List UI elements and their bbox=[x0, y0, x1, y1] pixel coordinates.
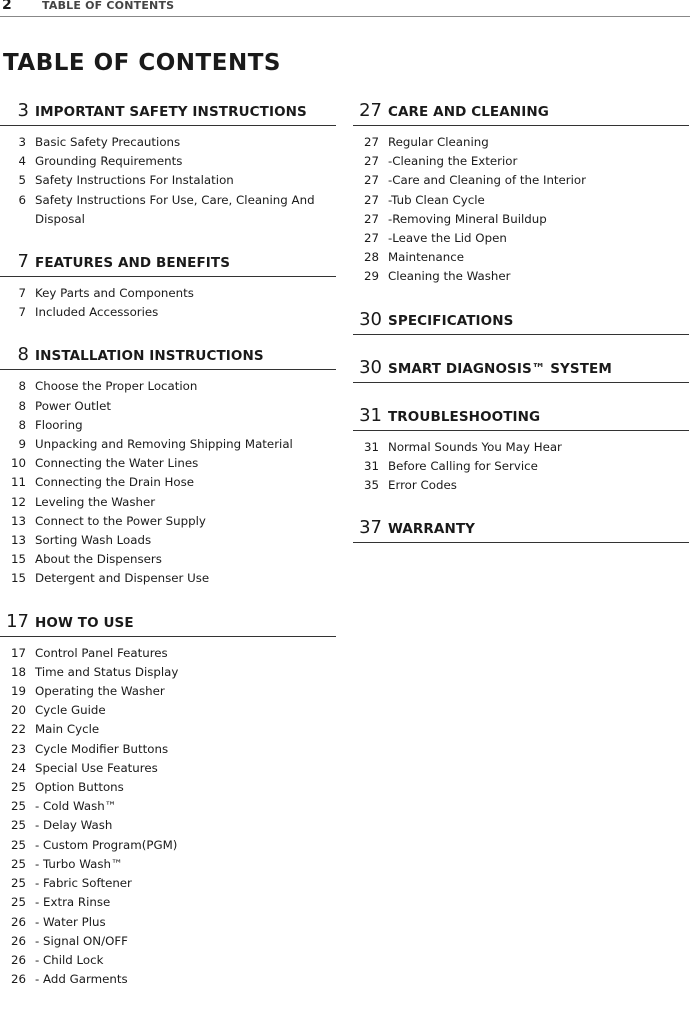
entry-page-number: 26 bbox=[10, 914, 26, 929]
section-page-number: 17 bbox=[6, 610, 29, 632]
section-page-number: 30 bbox=[359, 356, 382, 378]
entry-title: Power Outlet bbox=[35, 398, 111, 413]
entry-page-number: 27 bbox=[363, 211, 379, 226]
toc-entry[interactable] bbox=[0, 377, 336, 396]
entry-title: - Fabric Softener bbox=[35, 876, 132, 891]
toc-entry[interactable] bbox=[0, 759, 336, 778]
entry-title: - Custom Program(PGM) bbox=[35, 837, 178, 852]
toc-entry[interactable] bbox=[0, 416, 336, 435]
entry-title: Regular Cleaning bbox=[388, 135, 489, 149]
entry-page-number: 31 bbox=[363, 439, 379, 454]
toc-section-how-to-use bbox=[0, 611, 336, 990]
entry-title: - Water Plus bbox=[35, 914, 106, 929]
section-title: SMART DIAGNOSIS™ SYSTEM bbox=[388, 360, 612, 377]
page-number: 2 bbox=[2, 0, 12, 13]
toc-entry[interactable] bbox=[0, 303, 336, 322]
section-heading[interactable] bbox=[0, 251, 336, 277]
toc-entry[interactable] bbox=[0, 951, 336, 970]
toc-entry[interactable] bbox=[0, 720, 336, 739]
entry-title: Safety Instructions For Instalation bbox=[35, 173, 234, 188]
section-heading[interactable] bbox=[353, 517, 689, 543]
toc-entry[interactable] bbox=[0, 435, 336, 454]
toc-entry[interactable] bbox=[353, 133, 689, 152]
toc-entry[interactable] bbox=[0, 855, 336, 874]
entry-title: Cycle Guide bbox=[35, 703, 106, 718]
entry-page-number: 10 bbox=[10, 456, 26, 471]
toc-entry[interactable] bbox=[0, 454, 336, 473]
section-title: INSTALLATION INSTRUCTIONS bbox=[35, 348, 264, 365]
section-page-number: 27 bbox=[359, 100, 382, 121]
entry-page-number bbox=[0, 210, 26, 229]
toc-entry[interactable] bbox=[0, 210, 336, 229]
section-page-number: 8 bbox=[17, 344, 29, 366]
entry-page-number: 27 bbox=[363, 192, 379, 207]
entry-page-number: 28 bbox=[363, 250, 379, 265]
entry-title: Sorting Wash Loads bbox=[35, 533, 152, 548]
entry-page-number: 4 bbox=[18, 154, 26, 169]
toc-entry[interactable] bbox=[0, 191, 336, 210]
entry-page-number: 26 bbox=[10, 972, 26, 987]
section-title: WARRANTY bbox=[388, 521, 476, 538]
entry-title: - Delay Wash bbox=[35, 818, 113, 833]
toc-entry[interactable] bbox=[0, 397, 336, 416]
section-heading[interactable] bbox=[353, 357, 689, 383]
page-title: TABLE OF CONTENTS bbox=[3, 50, 281, 76]
toc-section-care-and-cleaning bbox=[353, 100, 689, 287]
section-page-number: 3 bbox=[17, 100, 29, 121]
entry-title: Cleaning the Washer bbox=[388, 269, 511, 284]
entry-page-number: 13 bbox=[10, 513, 26, 528]
toc-entry[interactable] bbox=[0, 970, 336, 989]
entry-title: Flooring bbox=[35, 417, 83, 432]
entry-title: - Add Garments bbox=[35, 972, 128, 987]
toc-entry[interactable] bbox=[0, 913, 336, 932]
section-page-number: 30 bbox=[359, 308, 382, 330]
toc-entry[interactable] bbox=[0, 644, 336, 663]
entry-title: Normal Sounds You May Hear bbox=[388, 439, 562, 454]
entry-title: - Turbo Wash™ bbox=[35, 856, 123, 871]
section-heading[interactable] bbox=[0, 344, 336, 370]
entry-page-number: 25 bbox=[10, 876, 26, 891]
section-heading[interactable] bbox=[353, 309, 689, 335]
entry-title: Connect to the Power Supply bbox=[35, 513, 206, 528]
entry-page-number: 26 bbox=[10, 933, 26, 948]
toc-right-column bbox=[353, 100, 689, 565]
entry-page-number: 27 bbox=[363, 154, 379, 169]
entry-page-number: 27 bbox=[363, 135, 379, 149]
entry-title: Choose the Proper Location bbox=[35, 379, 198, 394]
entry-page-number: 20 bbox=[10, 703, 26, 718]
entry-title: Control Panel Features bbox=[35, 645, 168, 660]
entry-title: Basic Safety Precautions bbox=[35, 135, 181, 149]
toc-entry[interactable] bbox=[353, 152, 689, 171]
toc-section-warranty bbox=[353, 517, 689, 543]
toc-entry[interactable] bbox=[0, 740, 336, 759]
entry-title: Disposal bbox=[35, 211, 85, 226]
entry-page-number: 22 bbox=[10, 722, 26, 737]
entry-page-number: 8 bbox=[18, 379, 26, 394]
toc-entry[interactable] bbox=[0, 550, 336, 569]
section-heading[interactable] bbox=[353, 100, 689, 126]
page-header bbox=[0, 0, 690, 17]
toc-section-features-and-benefits bbox=[0, 251, 336, 322]
entry-title: Key Parts and Components bbox=[35, 286, 194, 301]
section-heading[interactable] bbox=[353, 405, 689, 431]
section-title: SPECIFICATIONS bbox=[388, 312, 514, 329]
section-heading[interactable] bbox=[0, 611, 336, 637]
section-title: FEATURES AND BENEFITS bbox=[35, 255, 231, 272]
toc-entry[interactable] bbox=[353, 229, 689, 248]
entry-page-number: 25 bbox=[10, 780, 26, 795]
toc-entry[interactable] bbox=[0, 512, 336, 531]
entry-title: -Tub Clean Cycle bbox=[388, 192, 485, 207]
entry-page-number: 23 bbox=[10, 741, 26, 756]
toc-entry[interactable] bbox=[353, 476, 689, 495]
toc-entry[interactable] bbox=[0, 797, 336, 816]
entry-page-number: 31 bbox=[363, 458, 379, 473]
entry-page-number: 9 bbox=[18, 437, 26, 452]
entry-title: - Child Lock bbox=[35, 952, 104, 967]
entry-title: - Signal ON/OFF bbox=[35, 933, 128, 948]
entry-title: -Leave the Lid Open bbox=[388, 231, 507, 246]
entry-title: - Extra Rinse bbox=[35, 895, 111, 910]
toc-entry[interactable] bbox=[0, 682, 336, 701]
entry-title: Connecting the Water Lines bbox=[35, 456, 199, 471]
entry-title: Special Use Features bbox=[35, 760, 158, 775]
toc-entry[interactable] bbox=[353, 457, 689, 476]
entry-title: Time and Status Display bbox=[35, 664, 179, 679]
section-title: TROUBLESHOOTING bbox=[388, 408, 541, 425]
toc-entry[interactable] bbox=[0, 663, 336, 682]
toc-entry[interactable] bbox=[353, 191, 689, 210]
toc-section-specifications bbox=[353, 309, 689, 335]
entry-page-number: 3 bbox=[18, 135, 26, 149]
entry-page-number: 8 bbox=[18, 398, 26, 413]
toc-entry[interactable] bbox=[0, 569, 336, 588]
entry-title: Grounding Requirements bbox=[35, 154, 183, 169]
entry-page-number: 25 bbox=[10, 895, 26, 910]
entry-page-number: 25 bbox=[10, 856, 26, 871]
toc-entry[interactable] bbox=[0, 473, 336, 492]
toc-entry[interactable] bbox=[0, 893, 336, 912]
entry-page-number: 6 bbox=[18, 192, 26, 207]
entry-page-number: 11 bbox=[10, 475, 26, 490]
entry-page-number: 25 bbox=[10, 837, 26, 852]
entry-page-number: 5 bbox=[18, 173, 26, 188]
toc-entry[interactable] bbox=[353, 171, 689, 190]
entry-title: Leveling the Washer bbox=[35, 494, 156, 509]
entry-title: Option Buttons bbox=[35, 780, 124, 795]
entry-page-number: 27 bbox=[363, 173, 379, 188]
section-page-number: 37 bbox=[359, 517, 382, 539]
toc-entry[interactable] bbox=[0, 284, 336, 303]
entry-page-number: 25 bbox=[10, 818, 26, 833]
toc-entry[interactable] bbox=[353, 438, 689, 457]
entry-title: Unpacking and Removing Shipping Material bbox=[35, 437, 293, 452]
entry-title: Detergent and Dispenser Use bbox=[35, 571, 210, 586]
entry-title: - Cold Wash™ bbox=[35, 799, 117, 814]
entry-page-number: 13 bbox=[10, 533, 26, 548]
toc-entry[interactable] bbox=[0, 816, 336, 835]
entry-title: Main Cycle bbox=[35, 722, 100, 737]
entry-title: Cycle Modifier Buttons bbox=[35, 741, 169, 756]
entry-page-number: 7 bbox=[18, 305, 26, 320]
toc-entry[interactable] bbox=[0, 152, 336, 171]
section-page-number: 7 bbox=[17, 251, 29, 273]
toc-entry[interactable] bbox=[353, 210, 689, 229]
entry-page-number: 12 bbox=[10, 494, 26, 509]
entry-page-number: 19 bbox=[10, 684, 26, 699]
entry-title: -Removing Mineral Buildup bbox=[388, 211, 547, 226]
entry-title: Connecting the Drain Hose bbox=[35, 475, 195, 490]
entry-page-number: 18 bbox=[10, 664, 26, 679]
entry-title: Error Codes bbox=[388, 478, 457, 493]
running-title: TABLE OF CONTENTS bbox=[42, 0, 175, 12]
entry-page-number: 29 bbox=[363, 269, 379, 284]
toc-entry[interactable] bbox=[0, 531, 336, 550]
entry-page-number: 7 bbox=[18, 286, 26, 301]
toc-entry[interactable] bbox=[353, 267, 689, 286]
entry-page-number: 25 bbox=[10, 799, 26, 814]
entry-page-number: 8 bbox=[18, 417, 26, 432]
section-title: CARE AND CLEANING bbox=[388, 104, 549, 120]
entry-page-number: 17 bbox=[10, 645, 26, 660]
toc-entry[interactable] bbox=[0, 874, 336, 893]
entry-title: Included Accessories bbox=[35, 305, 159, 320]
entry-title: Before Calling for Service bbox=[388, 458, 538, 473]
entry-title: About the Dispensers bbox=[35, 552, 162, 567]
toc-entry[interactable] bbox=[0, 836, 336, 855]
entry-page-number: 26 bbox=[10, 952, 26, 967]
entry-page-number: 27 bbox=[363, 231, 379, 246]
toc-entry[interactable] bbox=[0, 778, 336, 797]
entry-title: Maintenance bbox=[388, 250, 464, 265]
toc-section-important-safety-instructions bbox=[0, 100, 336, 229]
section-heading[interactable] bbox=[0, 100, 336, 126]
toc-section-installation-instructions bbox=[0, 344, 336, 588]
section-title: IMPORTANT SAFETY INSTRUCTIONS bbox=[35, 104, 307, 120]
toc-entry[interactable] bbox=[0, 932, 336, 951]
entry-page-number: 35 bbox=[363, 478, 379, 493]
entry-page-number: 24 bbox=[10, 760, 26, 775]
toc-entry[interactable] bbox=[0, 701, 336, 720]
toc-entry[interactable] bbox=[353, 248, 689, 267]
toc-left-column bbox=[0, 100, 336, 1011]
toc-entry[interactable] bbox=[0, 493, 336, 512]
toc-section-smart-diagnosis-system bbox=[353, 357, 689, 383]
entry-title: -Cleaning the Exterior bbox=[388, 154, 518, 169]
entry-title: Operating the Washer bbox=[35, 684, 165, 699]
section-page-number: 31 bbox=[359, 404, 382, 426]
toc-entry[interactable] bbox=[0, 171, 336, 190]
section-title: HOW TO USE bbox=[35, 614, 134, 631]
toc-entry[interactable] bbox=[0, 133, 336, 152]
toc-section-troubleshooting bbox=[353, 405, 689, 496]
entry-page-number: 15 bbox=[10, 552, 26, 567]
entry-page-number: 15 bbox=[10, 571, 26, 586]
entry-title: -Care and Cleaning of the Interior bbox=[388, 173, 587, 188]
entry-title: Safety Instructions For Use, Care, Cleaning And bbox=[35, 192, 315, 207]
